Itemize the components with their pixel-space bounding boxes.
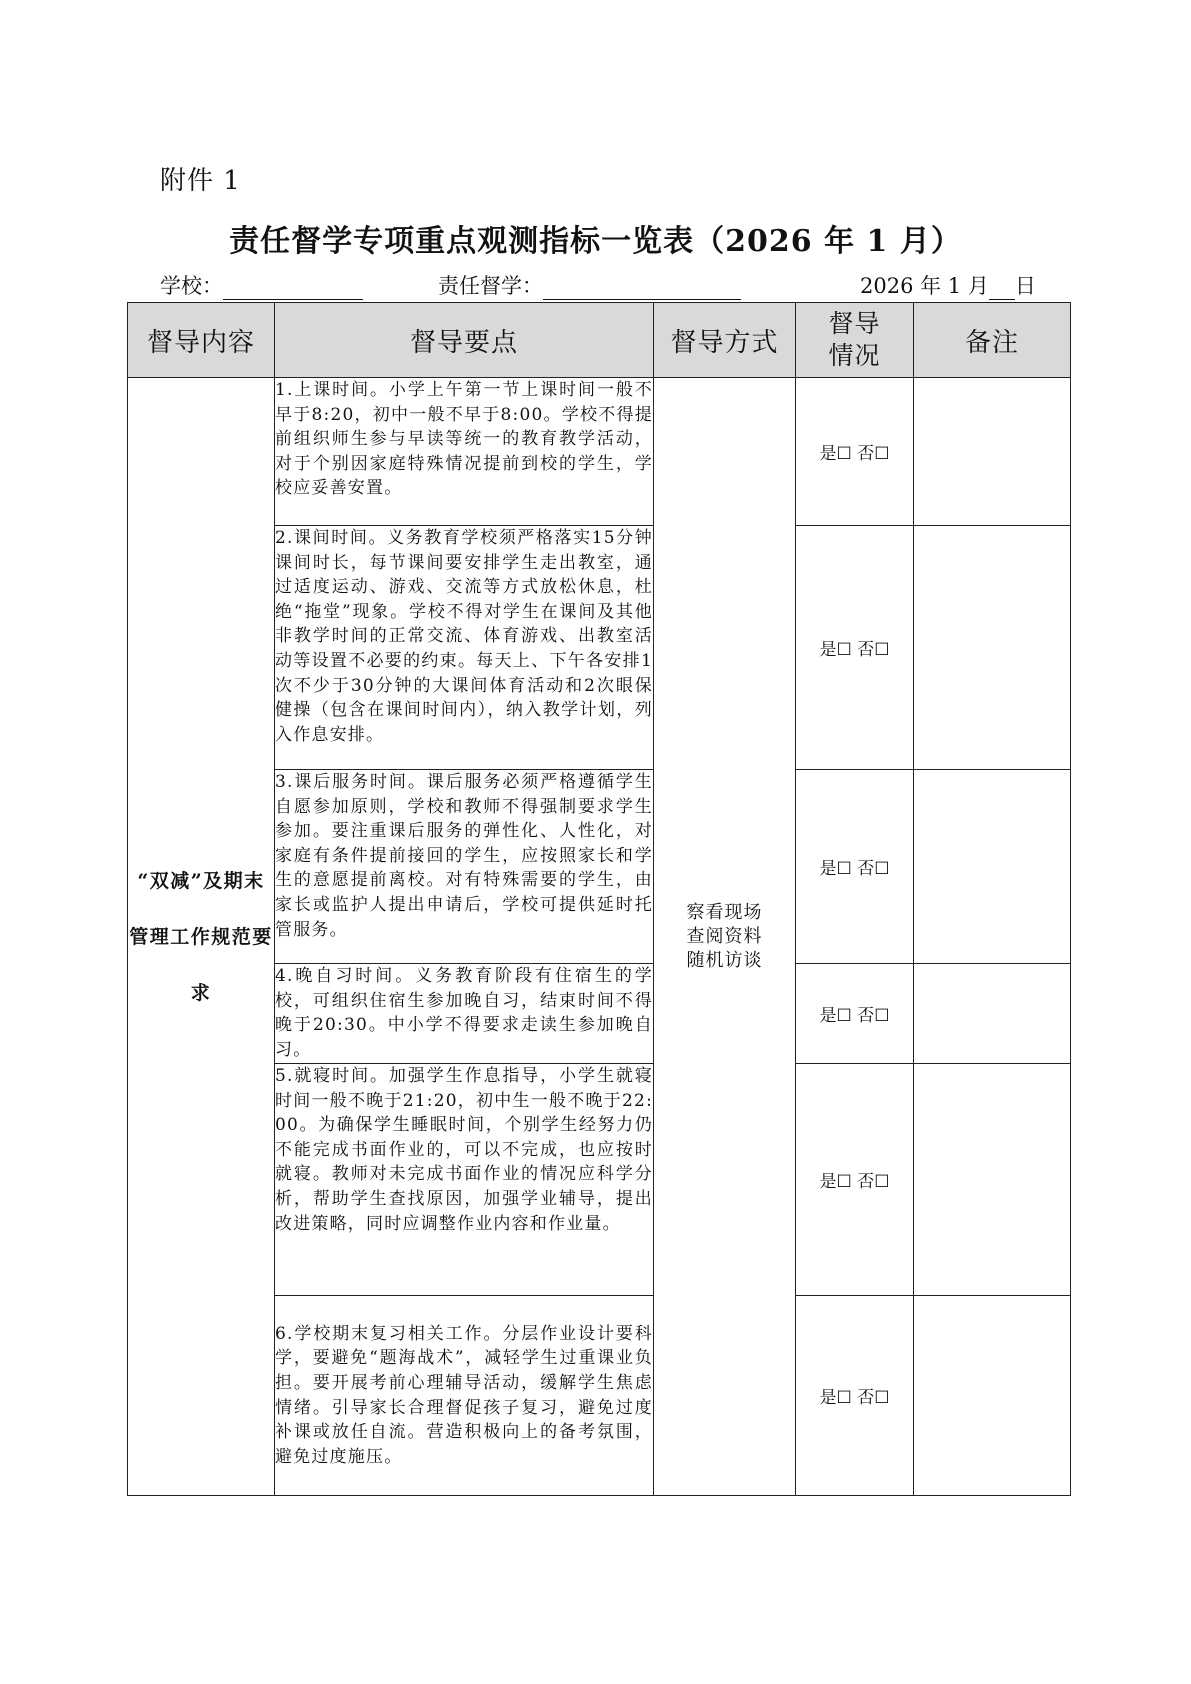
header-points: 督导要点 (275, 303, 654, 378)
category-cell: “双减”及期末管理工作规范要求 (128, 378, 275, 1496)
school-blank[interactable] (223, 275, 363, 300)
point-cell: 4.晚自习时间。义务教育阶段有住宿生的学校，可组织住宿生参加晚自习，结束时间不得晚于20:30。中小学不得要求走读生参加晚自习。 (275, 964, 654, 1064)
school-label: 学校： (160, 274, 223, 298)
supervisor-blank[interactable] (543, 275, 741, 300)
attachment-label: 附件 1 (160, 166, 241, 196)
header-method: 督导方式 (654, 303, 796, 378)
method-cell: 察看现场 查阅资料 随机访谈 (654, 378, 796, 1496)
header-row (128, 303, 1071, 378)
table-row (128, 378, 1071, 526)
remarks-cell[interactable] (914, 770, 1071, 964)
status-checkbox[interactable]: 是☐ 否☐ (796, 770, 914, 964)
status-checkbox[interactable]: 是☐ 否☐ (796, 378, 914, 526)
point-cell: 5.就寝时间。加强学生作息指导，小学生就寝时间一般不晚于21:20，初中生一般不晚于22:00。为确保学生睡眠时间，个别学生经努力仍不能完成书面作业的，可以不完成，也应按时就寝。教师对未完成书面作业的情况应科学分析，帮助学生查找原因，加强学业辅导，提出改进策略，同时应调整作业内容和作业量。 (275, 1064, 654, 1296)
remarks-cell[interactable] (914, 378, 1071, 526)
status-checkbox[interactable]: 是☐ 否☐ (796, 1064, 914, 1296)
document-title: 责任督学专项重点观测指标一览表（2026 年 1 月） (229, 224, 962, 259)
remarks-cell[interactable] (914, 1296, 1071, 1496)
status-checkbox[interactable]: 是☐ 否☐ (796, 1296, 914, 1496)
status-checkbox[interactable]: 是☐ 否☐ (796, 526, 914, 770)
remarks-cell[interactable] (914, 964, 1071, 1064)
remarks-cell[interactable] (914, 526, 1071, 770)
point-cell: 2.课间时间。义务教育学校须严格落实15分钟课间时长，每节课间要安排学生走出教室，通过适度运动、游戏、交流等方式放松休息，杜绝“拖堂”现象。学校不得对学生在课间及其他非教学时间的正常交流、体育游戏、出教室活动等设置不必要的约束。每天上、下午各安排1次不少于30分钟的大课间体育活动和2次眼保健操（包含在课间时间内），纳入教学计划，列入作息安排。 (275, 526, 654, 770)
supervisor-field (438, 272, 741, 300)
supervisor-label: 责任督学： (438, 274, 543, 298)
observation-table (127, 302, 1071, 1496)
date-field (860, 272, 1036, 300)
day-suffix: 日 (1014, 274, 1036, 298)
remarks-cell[interactable] (914, 1064, 1071, 1296)
point-cell: 6.学校期末复习相关工作。分层作业设计要科学，要避免“题海战术”，减轻学生过重课业负担。要开展考前心理辅导活动，缓解学生焦虑情绪。引导家长合理督促孩子复习，避免过度补课或放任自流。营造积极向上的备考氛围，避免过度施压。 (275, 1296, 654, 1496)
point-cell: 3.课后服务时间。课后服务必须严格遵循学生自愿参加原则，学校和教师不得强制要求学生参加。要注重课后服务的弹性化、人性化，对家庭有条件提前接回的学生，应按照家长和学生的意愿提前离校。对有特殊需要的学生，由家长或监护人提出申请后，学校可提供延时托管服务。 (275, 770, 654, 964)
header-status: 督导 情况 (796, 303, 914, 378)
header-content: 督导内容 (128, 303, 275, 378)
date-text: 2026 年 1 月 (860, 274, 989, 298)
point-cell: 1.上课时间。小学上午第一节上课时间一般不早于8:20，初中一般不早于8:00。学校不得提前组织师生参与早读等统一的教育教学活动，对于个别因家庭特殊情况提前到校的学生，学校应妥善安置。 (275, 378, 654, 526)
day-blank[interactable] (989, 275, 1015, 300)
status-checkbox[interactable]: 是☐ 否☐ (796, 964, 914, 1064)
school-field (160, 272, 363, 300)
header-remarks: 备注 (914, 303, 1071, 378)
